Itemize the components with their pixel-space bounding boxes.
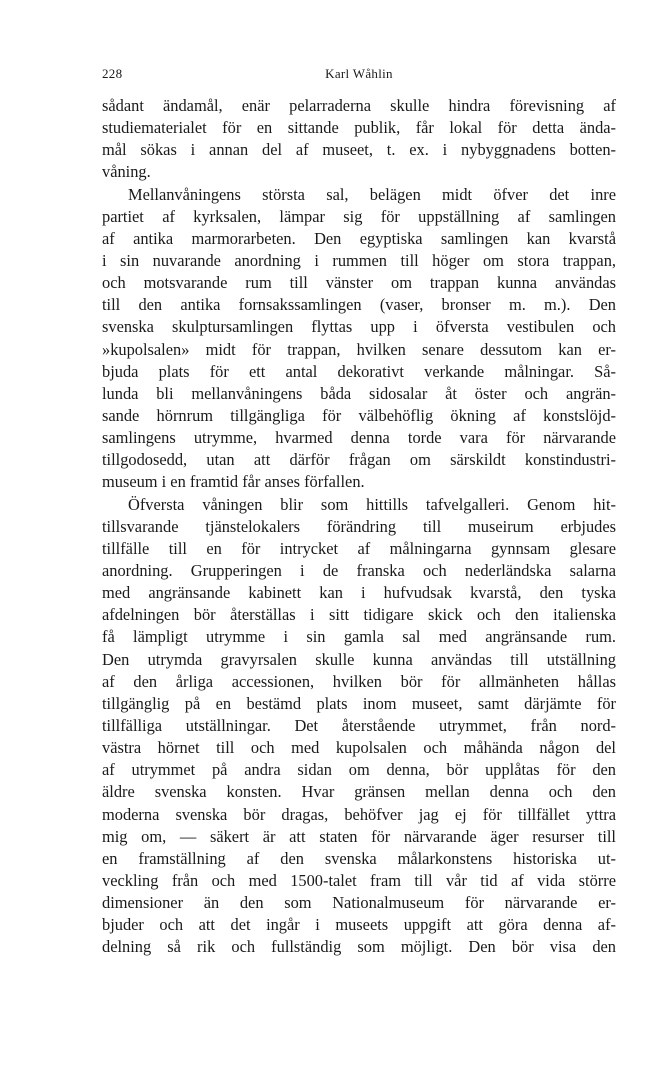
text-line: Mellanvåningens största sal, belägen midt öfver det inre [128, 184, 616, 204]
text-line: tillgodosedd, utan att därför frågan om särskildt konstindustri- [102, 450, 616, 470]
text-line: sådant ändamål, enär pelarraderna skulle hindra förevisning af [102, 96, 616, 115]
text-line: anordning. Grupperingen i de franska och nederländska salarna [102, 560, 616, 580]
text-line: lunda bli mellanvåningens båda sidosalar åt öster och angrän- [102, 383, 616, 403]
text-line: studiematerialet för en sittande publik, får lokal för detta ända- [102, 118, 616, 138]
text-line: tillgänglig på en bestämd plats inom museet, samt därjämte för [102, 693, 616, 713]
text-body [102, 95, 616, 958]
paragraph [102, 184, 616, 494]
text-line: tillfälliga utställningar. Det återstående utrymmet, från nord- [102, 715, 616, 735]
text-line: västra hörnet till och med kupolsalen och måhända någon del [102, 738, 616, 758]
text-line: partiet af kyrksalen, lämpar sig för uppställning af samlingen [102, 206, 616, 226]
text-line: af antika marmorarbeten. Den egyptiska samlingen kan kvarstå [102, 228, 616, 248]
text-line: af utrymmet på andra sidan om denna, bör upplåtas för den [102, 760, 616, 780]
page-header [102, 66, 616, 86]
text-line: sande hörnrum tillgängliga för välbehöflig ökning af konstslöjd- [102, 405, 616, 425]
text-line: mig om, — säkert är att staten för närvarande äger resurser till [102, 826, 616, 846]
text-line: afdelningen bör återställas i sitt tidigare skick och den italienska [102, 605, 616, 625]
paragraph [102, 494, 616, 959]
text-line: af den årliga accessionen, hvilken bör för allmänheten hållas [102, 671, 616, 691]
text-line: i sin nuvarande anordning i rummen till höger om stora trappan, [102, 250, 616, 270]
paragraph [102, 95, 616, 184]
text-line: veckling från och med 1500-talet fram till vår tid af vida större [102, 870, 616, 890]
text-line: äldre svenska konsten. Hvar gränsen mellan denna och den [102, 782, 616, 802]
text-line: med angränsande kabinett kan i hufvudsak kvarstå, den tyska [102, 583, 616, 603]
text-line: samlingens utrymme, hvarmed denna torde vara för närvarande [102, 428, 616, 448]
text-line: svenska skulptursamlingen flyttas upp i öfversta vestibulen och [102, 317, 616, 337]
text-line: »kupolsalen» midt för trappan, hvilken senare dessutom kan er- [102, 339, 616, 359]
text-line: bjuder och att det ingår i museets uppgift att göra denna af- [102, 915, 616, 935]
text-line: till den antika fornsakssamlingen (vaser, bronser m. m.). Den [102, 295, 616, 315]
text-line: museum i en framtid får anses förfallen. [102, 472, 365, 492]
text-line: Den utrymda gravyrsalen skulle kunna användas till utställning [102, 649, 616, 669]
text-line: våning. [102, 162, 151, 182]
page-number: 228 [102, 66, 123, 81]
text-line: få lämpligt utrymme i sin gamla sal med angränsande rum. [102, 627, 616, 647]
text-line: bjuda plats för ett antal dekorativt verkande målningar. Så- [102, 361, 616, 381]
text-line: en framställning af den svenska målarkonstens historiska ut- [102, 848, 616, 868]
text-line: tillfälle till en för intrycket af målningarna gynnsam glesare [102, 538, 616, 558]
text-line: moderna svenska bör dragas, behöfver jag ej för tillfället yttra [102, 804, 616, 824]
text-line: dimensioner än den som Nationalmuseum för närvarande er- [102, 893, 616, 913]
text-line: tillsvarande tjänstelokalers förändring till museirum erbjudes [102, 516, 616, 536]
text-line: och motsvarande rum till vänster om trappan kunna användas [102, 273, 616, 293]
text-line: delning så rik och fullständig som möjligt. Den bör visa den [102, 937, 616, 957]
running-head: Karl Wåhlin [325, 66, 393, 81]
text-line: Öfversta våningen blir som hittills tafvelgalleri. Genom hit- [128, 494, 616, 514]
text-line: mål sökas i annan del af museet, t. ex. i nybyggnadens botten- [102, 140, 616, 160]
